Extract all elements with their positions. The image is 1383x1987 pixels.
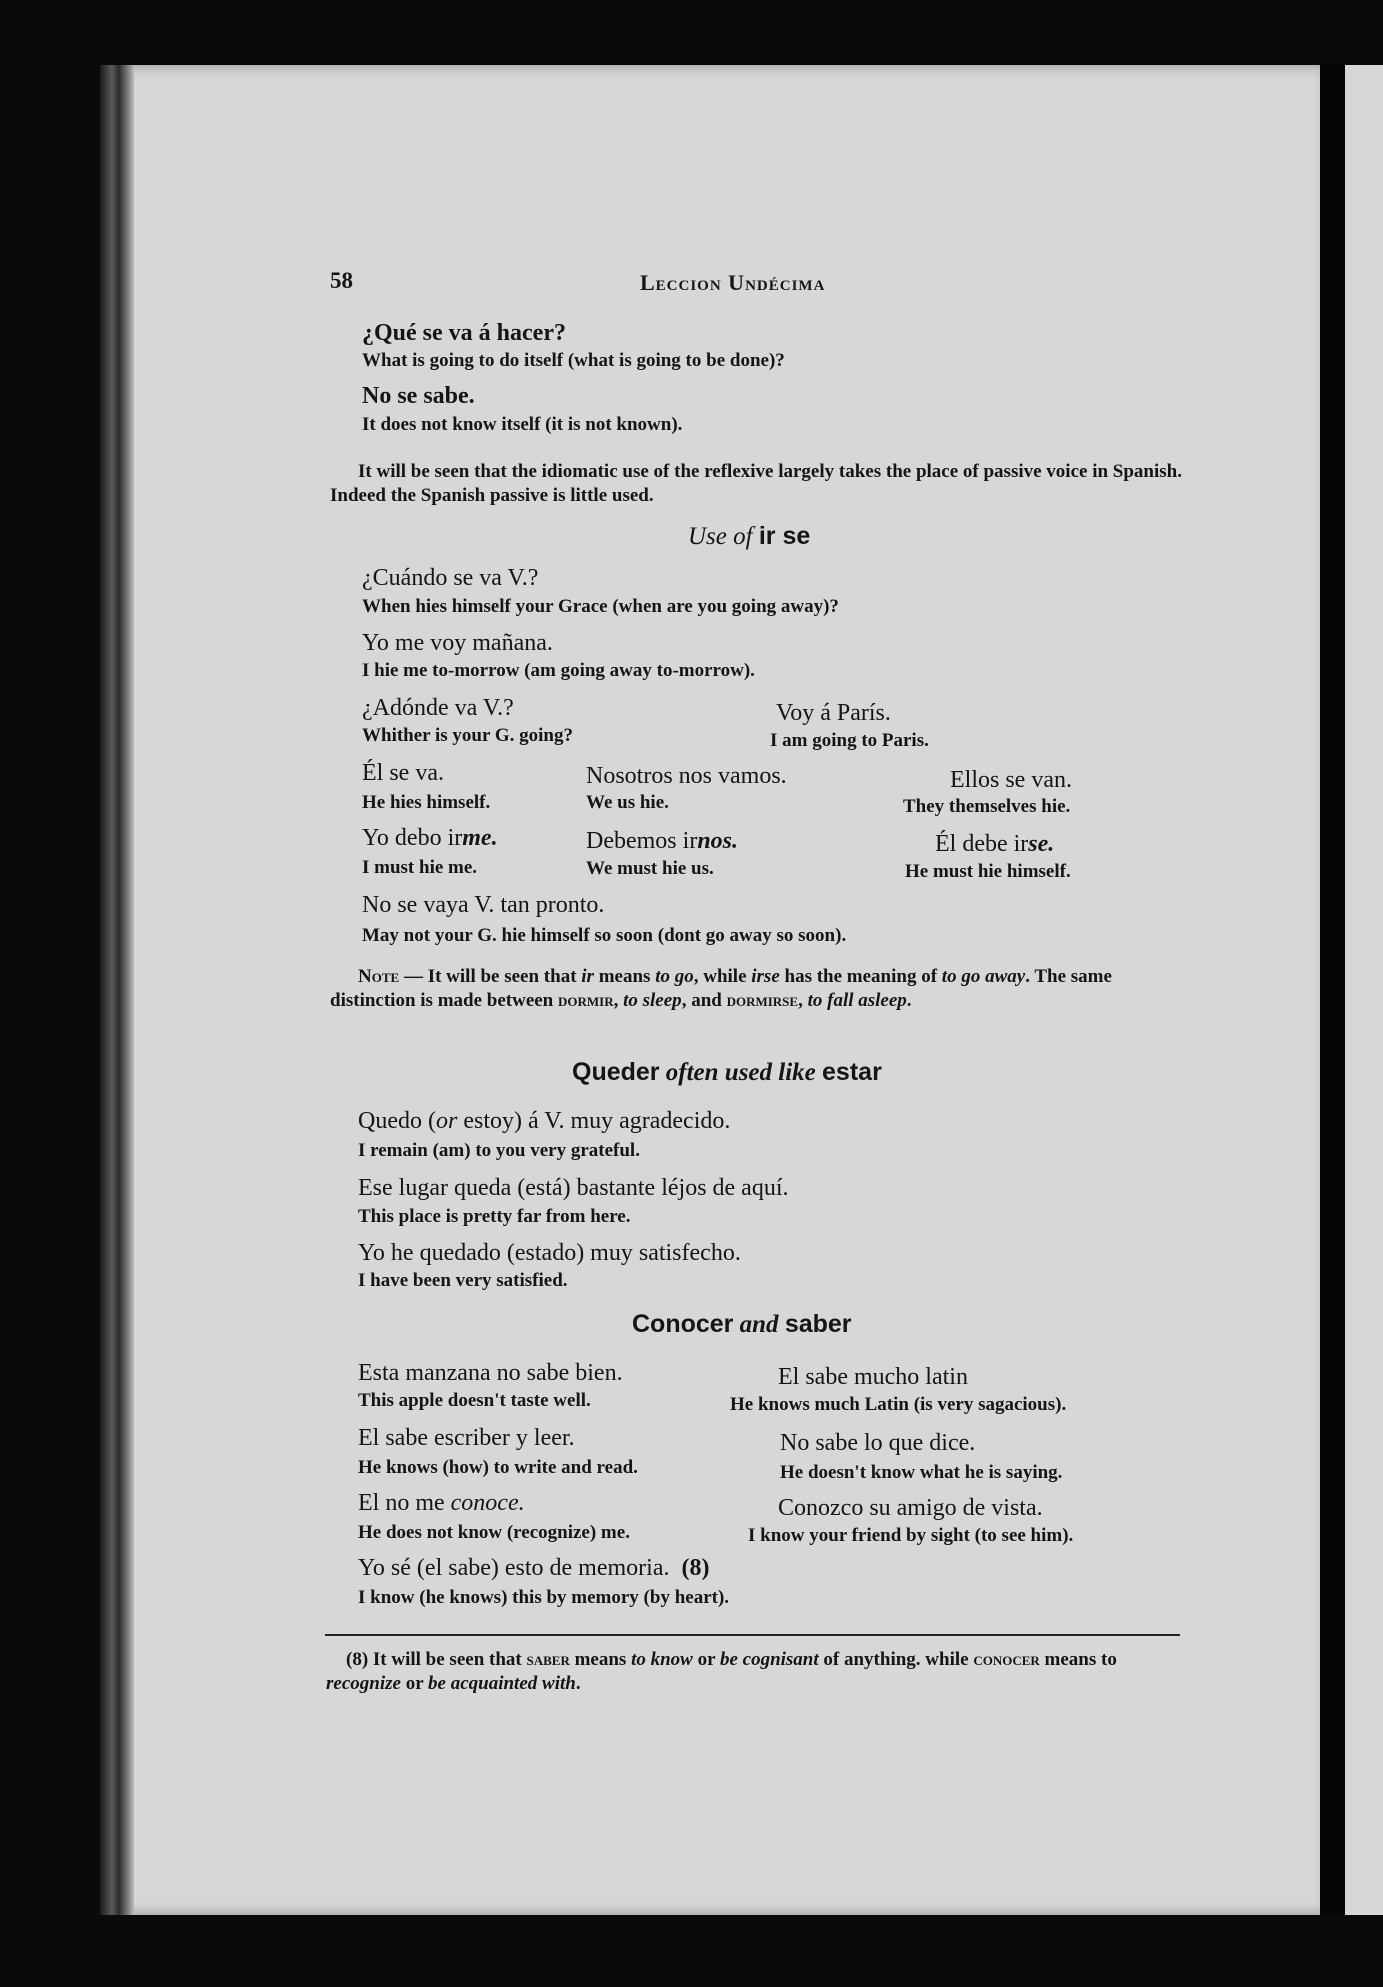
quedar-en-2: This place is pretty far from here. xyxy=(358,1206,631,1227)
note-t9: . xyxy=(906,990,912,1011)
irse-5b-pre: Debemos ir xyxy=(586,828,698,854)
conocer-en-3b: I know your friend by sight (to see him). xyxy=(748,1525,1074,1546)
irse-5a-it: me. xyxy=(462,825,498,851)
section-heading-conocer xyxy=(632,1310,852,1339)
note-paragraph xyxy=(330,965,1185,1013)
note-tosleep: to sleep xyxy=(623,990,682,1011)
irse-es-2: Yo me voy mañana. xyxy=(362,630,553,656)
irse-en-4a: He hies himself. xyxy=(362,792,491,813)
note-t5: . The same distinction is made between xyxy=(330,966,1112,1011)
irse-en-5a: I must hie me. xyxy=(362,857,478,878)
footnote-acq: be acquainted with xyxy=(428,1673,576,1694)
irse-es-4c: Ellos se van. xyxy=(950,767,1072,793)
note-label: Note xyxy=(358,966,400,987)
irse-5a-pre: Yo debo ir xyxy=(362,825,463,851)
footnote-marker: (8) xyxy=(681,1555,710,1581)
heading-conocer-mid: and xyxy=(739,1311,779,1338)
note-ir: ir xyxy=(581,966,594,987)
irse-5c-it: se. xyxy=(1028,831,1055,857)
note-togoaway: to go away xyxy=(941,966,1026,987)
conocer-3a-it: conoce. xyxy=(450,1490,525,1516)
page-gap xyxy=(1320,65,1345,1915)
note-t2: means xyxy=(593,966,656,987)
irse-es-3b: Voy á París. xyxy=(776,700,891,726)
conocer-en-2b: He doesn't know what he is saying. xyxy=(780,1462,1063,1483)
note-irse: irse xyxy=(751,966,780,987)
intro-en-1: What is going to do itself (what is going to be done)? xyxy=(362,350,785,371)
running-head: Leccion Undécima xyxy=(640,270,826,295)
quedar-1-or: or xyxy=(435,1108,458,1134)
intro-en-2: It does not know itself (it is not known). xyxy=(362,414,683,435)
irse-en-4c: They themselves hie. xyxy=(903,796,1071,817)
note-t3: , while xyxy=(693,966,752,987)
footnote-t6: or xyxy=(400,1673,429,1694)
conocer-en-4: I know (he knows) this by memory (by heart). xyxy=(358,1587,730,1608)
irse-es-4a: Él se va. xyxy=(362,760,444,786)
footnote-rule xyxy=(325,1634,1180,1636)
footnote-know: to know xyxy=(631,1649,693,1670)
irse-en-5c: He must hie himself. xyxy=(905,861,1071,882)
irse-es-5a xyxy=(362,825,498,852)
conocer-es-3a xyxy=(358,1490,525,1517)
conocer-en-1a: This apple doesn't taste well. xyxy=(358,1390,591,1411)
footnote-t2: means xyxy=(569,1649,632,1670)
conocer-es-3b: Conozco su amigo de vista. xyxy=(778,1495,1043,1521)
footnote-t5: means to xyxy=(1039,1649,1117,1670)
irse-en-3a: Whither is your G. going? xyxy=(362,725,573,746)
note-t1: — It will be seen that xyxy=(399,966,582,987)
irse-en-4b: We us hie. xyxy=(586,792,669,813)
heading-quedar-w1: Queder xyxy=(572,1058,660,1086)
conocer-3a-pre: El no me xyxy=(358,1490,451,1516)
facing-page-edge xyxy=(1345,65,1383,1915)
page-number: 58 xyxy=(330,268,353,293)
footnote-t4: of anything. while xyxy=(818,1649,974,1670)
footnote xyxy=(326,1648,1184,1696)
quedar-1-b: estoy) á V. muy agradecido. xyxy=(457,1108,731,1134)
footnote-t1: It will be seen that xyxy=(368,1649,527,1670)
irse-es-5b xyxy=(586,828,738,855)
intro-es-1: ¿Qué se va á hacer? xyxy=(362,320,566,346)
heading-quedar-w2: estar xyxy=(822,1058,882,1086)
heading-conocer-w1: Conocer xyxy=(632,1310,734,1338)
heading-pre: Use of xyxy=(688,523,753,550)
irse-es-4b: Nosotros nos vamos. xyxy=(586,763,787,789)
irse-es-1: ¿Cuándo se va V.? xyxy=(362,565,539,591)
conocer-es-2a: El sabe escriber y leer. xyxy=(358,1425,575,1451)
irse-es-3a: ¿Adónde va V.? xyxy=(362,695,514,721)
conocer-es-1a: Esta manzana no sabe bien. xyxy=(358,1360,623,1386)
footnote-t3: or xyxy=(692,1649,720,1670)
quedar-1-a: Quedo ( xyxy=(358,1108,436,1134)
conocer-en-1b: He knows much Latin (is very sagacious). xyxy=(730,1394,1067,1415)
note-t8: , xyxy=(798,990,808,1011)
irse-en-1: When hies himself your Grace (when are you going away)? xyxy=(362,596,839,617)
footnote-recog: recognize xyxy=(326,1673,401,1694)
note-t7: , and xyxy=(681,990,727,1011)
conocer-en-3a: He does not know (recognize) me. xyxy=(358,1522,630,1543)
irse-es-6: No se vaya V. tan pronto. xyxy=(362,892,605,918)
note-tofall: to fall asleep xyxy=(807,990,907,1011)
heading-conocer-w2: saber xyxy=(784,1310,852,1338)
irse-en-6: May not your G. hie himself so soon (dont go away so soon). xyxy=(362,925,847,946)
irse-en-2: I hie me to-morrow (am going away to-morrow). xyxy=(362,660,755,681)
conocer-es-2b: No sabe lo que dice. xyxy=(780,1430,976,1456)
footnote-conocer: conocer xyxy=(973,1649,1040,1670)
quedar-es-1 xyxy=(358,1108,730,1135)
section-heading-irse xyxy=(688,522,810,551)
intro-es-2: No se sabe. xyxy=(362,383,475,409)
irse-en-5b: We must hie us. xyxy=(586,858,714,879)
irse-en-3b: I am going to Paris. xyxy=(770,730,929,751)
note-t6: , xyxy=(613,990,624,1011)
paragraph-reflexive: It will be seen that the idiomatic use of the reflexive largely takes the place of passive voice in Spanish. Indeed the Spanish passive is little used. xyxy=(330,461,1182,506)
conocer-4-text: Yo sé (el sabe) esto de memoria. xyxy=(358,1555,670,1581)
quedar-es-3: Yo he quedado (estado) muy satisfecho. xyxy=(358,1240,741,1266)
heading-word: ir se xyxy=(758,522,811,550)
heading-quedar-mid: often used like xyxy=(665,1059,816,1086)
note-dormirse: dormirse xyxy=(726,990,799,1011)
irse-5c-pre: Él debe ir xyxy=(935,831,1029,857)
quedar-en-3: I have been very satisfied. xyxy=(358,1270,568,1291)
quedar-en-1: I remain (am) to you very grateful. xyxy=(358,1140,640,1161)
note-togo: to go xyxy=(655,966,694,987)
quedar-es-2: Ese lugar queda (está) bastante léjos de aquí. xyxy=(358,1175,789,1201)
note-t4: has the meaning of xyxy=(779,966,942,987)
footnote-t7: . xyxy=(575,1673,581,1694)
conocer-en-2a: He knows (how) to write and read. xyxy=(358,1457,638,1478)
irse-es-5c xyxy=(935,831,1054,858)
conocer-es-4 xyxy=(358,1555,709,1582)
note-dormir: dormir xyxy=(558,990,614,1011)
irse-5b-it: nos. xyxy=(697,828,738,854)
conocer-es-1b: El sabe mucho latin xyxy=(778,1364,968,1390)
book-binding xyxy=(100,65,134,1915)
footnote-num: (8) xyxy=(346,1649,369,1670)
footnote-saber: saber xyxy=(526,1649,570,1670)
footnote-cog: be cognisant xyxy=(719,1649,819,1670)
section-heading-quedar xyxy=(572,1058,882,1087)
